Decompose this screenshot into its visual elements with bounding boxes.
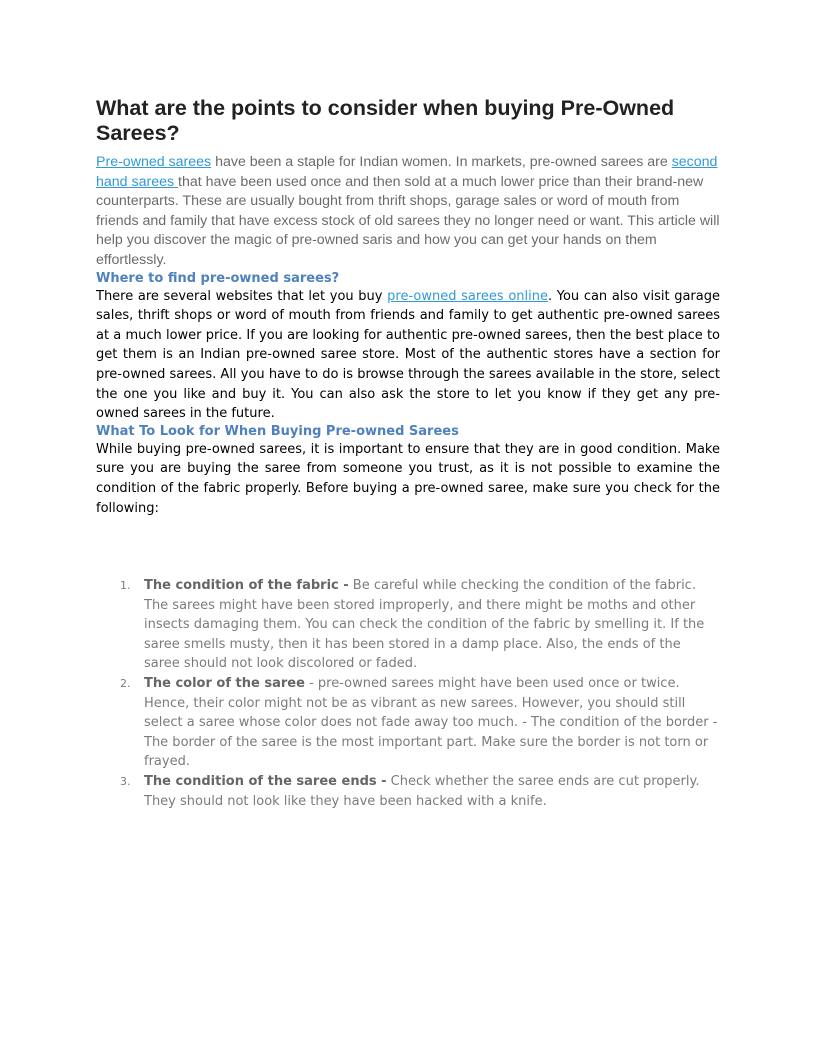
- list-number: 2.: [120, 677, 131, 691]
- second-hand-sarees-link[interactable]: second hand sarees: [96, 154, 718, 190]
- pre-owned-sarees-online-link[interactable]: pre-owned sarees online: [387, 288, 548, 304]
- list-item: [96, 674, 720, 772]
- page-title: What are the points to consider when buying Pre-Owned Sarees?: [96, 96, 675, 145]
- intro-text-2: that have been used once and then sold at a much lower price than their brand-new counterparts. These are usually bought from thrift shops, garage sales or word of mouth from friends and family that have excess stock of old sarees they no longer need or want. This article will help you discover the magic of pre-owned saris and how you can get your hands on them effortlessly.: [96, 173, 720, 268]
- pre-owned-sarees-link[interactable]: Pre-owned sarees: [96, 154, 212, 170]
- section-paragraph-where-to-find: [96, 287, 720, 424]
- section-heading-what-to-look-for: What To Look for When Buying Pre-owned Sarees: [96, 423, 459, 439]
- list-item-text: Check whether the saree ends are cut properly. They should not look like they have been hacked with a knife.: [144, 774, 700, 809]
- list-item-lead: The condition of the saree ends -: [144, 774, 387, 790]
- list-item-text: Be careful while checking the condition of the fabric. The sarees might have been stored improperly, and there might be moths and other insects damaging them. You can check the condition of the fabric by smelling it. If the saree smells musty, then it has been stored in a damp place. Also, the ends of the saree should not look discolored or faded.: [144, 578, 705, 672]
- intro-paragraph: [96, 153, 721, 271]
- considerations-list: [96, 576, 720, 811]
- list-number: 1.: [120, 579, 131, 593]
- section1-text-after-link: . You can also visit garage sales, thrift shops or word of mouth from friends and family to get authentic pre-owned sarees at a much lower price. If you are looking for authentic pre-owned sarees, then the best place to get them is an Indian pre-owned saree store. Most of the authentic stores have a section for pre-owned sarees. All you have to do is browse through the sarees available in the store, select the one you like and buy it. You can also ask the store to let you know if they get any pre-owned sarees in the future.: [96, 288, 720, 422]
- list-item-text: - pre-owned sarees might have been used once or twice. Hence, their color might not be as vibrant as new sarees. However, you should still select a saree whose color does not fade away too much. - The condition of the border - The border of the saree is the most important part. Make sure the border is not torn or frayed.: [144, 676, 718, 770]
- list-number: 3.: [120, 775, 131, 789]
- list-item: [96, 576, 720, 674]
- section1-text-before-link: There are several websites that let you buy: [96, 288, 388, 304]
- list-item-lead: The condition of the fabric -: [144, 578, 349, 594]
- list-item-lead: The color of the saree: [144, 676, 305, 692]
- list-item: [96, 772, 720, 811]
- section-heading-where-to-find: Where to find pre-owned sarees?: [96, 270, 340, 286]
- section-paragraph-what-to-look-for: While buying pre-owned sarees, it is important to ensure that they are in good condition. Make sure you are buying the saree from someone you trust, as it is not possible to examine the condition of the fabric properly. Before buying a pre-owned saree, make sure you check for the following:: [96, 441, 720, 516]
- intro-text-1: have been a staple for Indian women. In markets, pre-owned sarees are: [211, 154, 672, 170]
